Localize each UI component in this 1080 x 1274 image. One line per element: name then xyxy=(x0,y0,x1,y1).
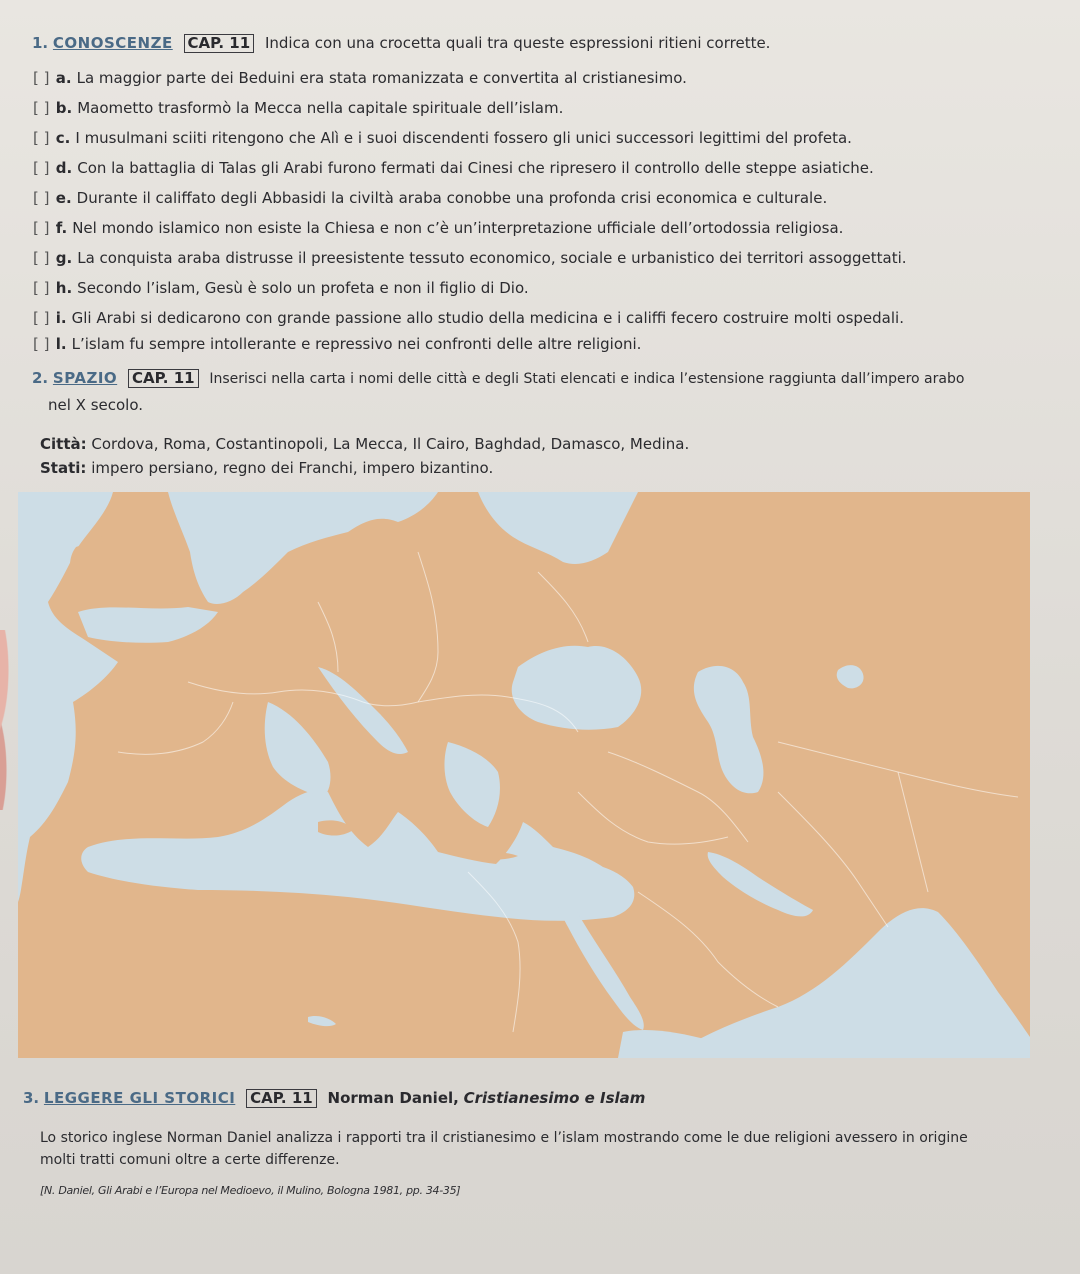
exercise-3-header xyxy=(23,1088,645,1108)
checkbox-l[interactable]: [ ] xyxy=(33,335,50,353)
statement-text: La conquista araba distrusse il preesistente tessuto economico, sociale e urbanistico dei territori assoggettati. xyxy=(77,249,907,267)
cities-label: Città: xyxy=(40,435,87,453)
statement-letter: f. xyxy=(55,219,68,237)
statement-f xyxy=(33,218,843,238)
bibliographic-reference: [N. Daniel, Gli Arabi e l’Europa nel Medioevo, il Mulino, Bologna 1981, pp. 34-35] xyxy=(40,1184,461,1197)
statement-text: Maometto trasformò la Mecca nella capitale spirituale dell’islam. xyxy=(77,99,564,117)
exercise-1-prompt: Indica con una crocetta quali tra queste espressioni ritieni corrette. xyxy=(264,34,771,52)
exercise-2-title: SPAZIO xyxy=(52,369,118,387)
statement-letter: h. xyxy=(55,279,73,297)
statement-text: Durante il califfato degli Abbasidi la civiltà araba conobbe una profonda crisi economica e culturale. xyxy=(76,189,828,207)
statement-h xyxy=(33,278,529,298)
exercise-2-prompt: Inserisci nella carta i nomi delle città e degli Stati elencati e indica l’estensione raggiunta dall’impero arabo xyxy=(209,371,965,387)
cities-list xyxy=(40,434,689,454)
statement-letter: e. xyxy=(55,189,72,207)
statement-text: Secondo l’islam, Gesù è solo un profeta e non il figlio di Dio. xyxy=(77,279,529,297)
statement-c xyxy=(33,128,852,148)
statement-l xyxy=(33,334,641,354)
exercise-1-cap-badge: CAP. 11 xyxy=(184,34,255,53)
statement-d xyxy=(33,158,874,178)
sardinia xyxy=(242,756,255,784)
statement-letter: b. xyxy=(55,99,73,117)
statement-letter: g. xyxy=(55,249,73,267)
statement-text: I musulmani sciiti ritengono che Alì e i suoi discendenti fossero gli unici successori legittimi del profeta. xyxy=(75,129,852,147)
checkbox-e[interactable]: [ ] xyxy=(33,189,50,207)
exercise-3-author: Norman Daniel, xyxy=(327,1089,459,1107)
statement-letter: d. xyxy=(55,159,73,177)
states-label: Stati: xyxy=(40,459,87,477)
exercise-3-text-line-2: molti tratti comuni oltre a certe differenze. xyxy=(40,1152,340,1168)
blank-map-mediterranean[interactable] xyxy=(18,492,1030,1058)
states-text: impero persiano, regno dei Franchi, impero bizantino. xyxy=(91,459,494,477)
statement-letter: c. xyxy=(55,129,71,147)
map-svg xyxy=(18,492,1030,1058)
checkbox-g[interactable]: [ ] xyxy=(33,249,50,267)
statement-text: Gli Arabi si dedicarono con grande passione allo studio della medicina e i califfi fecero costruire molti ospedali. xyxy=(71,309,904,327)
exercise-3-work-title: Cristianesimo e Islam xyxy=(463,1089,646,1107)
corsica xyxy=(247,724,256,743)
statement-text: La maggior parte dei Beduini era stata romanizzata e convertita al cristianesimo. xyxy=(76,69,687,87)
exercise-2-cap-badge: CAP. 11 xyxy=(128,369,199,388)
statement-letter: a. xyxy=(55,69,72,87)
statement-text: Nel mondo islamico non esiste la Chiesa e non c’è un’interpretazione ufficiale dell’ortodossia religiosa. xyxy=(72,219,844,237)
statement-e xyxy=(33,188,827,208)
exercise-1-header xyxy=(32,33,770,53)
checkbox-d[interactable]: [ ] xyxy=(33,159,50,177)
statement-a xyxy=(33,68,687,88)
statement-letter: l. xyxy=(55,335,67,353)
exercise-3-text-line-1: Lo storico inglese Norman Daniel analizza i rapporti tra il cristianesimo e l’islam mostrando come le due religioni avessero in origine xyxy=(40,1130,968,1146)
checkbox-f[interactable]: [ ] xyxy=(33,219,50,237)
exercise-1-title: CONOSCENZE xyxy=(52,34,173,52)
exercise-2-header xyxy=(32,368,964,389)
checkbox-h[interactable]: [ ] xyxy=(33,279,50,297)
statement-letter: i. xyxy=(55,309,67,327)
exercise-2-number: 2. xyxy=(32,369,49,387)
statement-b xyxy=(33,98,563,118)
exercise-3-number: 3. xyxy=(23,1089,40,1107)
checkbox-b[interactable]: [ ] xyxy=(33,99,50,117)
exercise-1-number: 1. xyxy=(32,34,49,52)
cities-text: Cordova, Roma, Costantinopoli, La Mecca, Il Cairo, Baghdad, Damasco, Medina. xyxy=(91,435,690,453)
checkbox-a[interactable]: [ ] xyxy=(33,69,50,87)
states-list xyxy=(40,458,493,478)
exercise-3-title: LEGGERE GLI STORICI xyxy=(43,1089,236,1107)
statement-g xyxy=(33,248,907,268)
checkbox-c[interactable]: [ ] xyxy=(33,129,50,147)
checkbox-i[interactable]: [ ] xyxy=(33,309,50,327)
statement-i xyxy=(33,308,904,328)
statement-text: Con la battaglia di Talas gli Arabi furono fermati dai Cinesi che ripresero il controllo delle steppe asiatiche. xyxy=(77,159,874,177)
exercise-2-prompt-cont: nel X secolo. xyxy=(48,396,144,414)
statement-text: L’islam fu sempre intollerante e repressivo nei confronti delle altre religioni. xyxy=(71,335,642,353)
exercise-3-cap-badge: CAP. 11 xyxy=(246,1089,317,1108)
